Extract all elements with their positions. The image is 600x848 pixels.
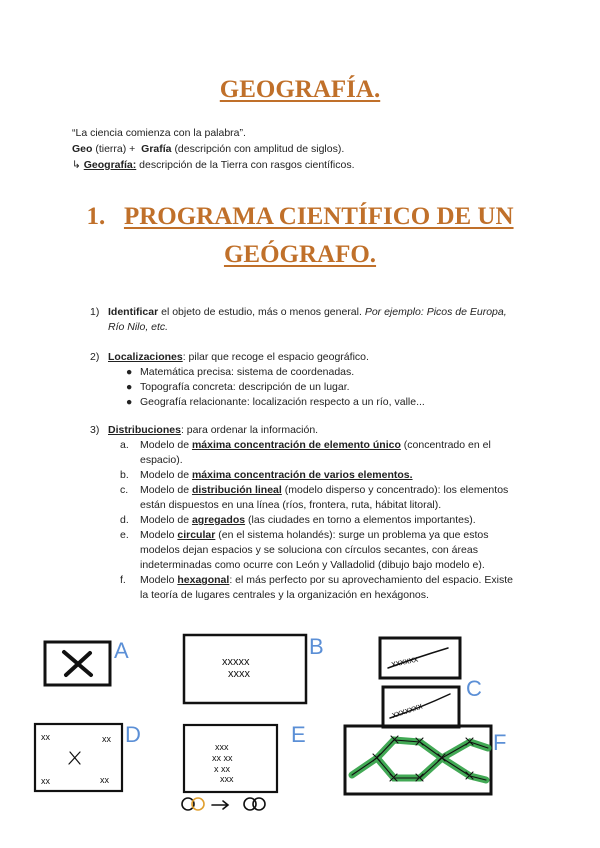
item-text: : pilar que recoge el espacio geográfico.	[182, 351, 369, 363]
list-item-1	[90, 305, 520, 335]
item-number: 1)	[90, 306, 100, 318]
page-title: GEOGRAFÍA.	[219, 76, 381, 103]
item-label: Identificar	[108, 306, 159, 318]
sketch-a	[45, 642, 110, 685]
sub-item-b: b. Modelo de máxima concentración de varios elementos.	[120, 469, 413, 481]
arrow-icon: ↳	[72, 159, 81, 171]
grafia-term: Grafía	[141, 143, 172, 155]
bullet-item: Geografía relacionante: localización respecto a un río, valle...	[140, 396, 425, 408]
svg-text:xxxxx: xxxxx	[222, 656, 250, 668]
geo-term: Geo	[72, 143, 93, 155]
label-e: E	[291, 722, 306, 747]
model-name: hexagonal	[177, 574, 230, 586]
grafia-meaning: (descripción con amplitud de siglos).	[174, 143, 345, 155]
section-title-line-2: GEÓGRAFO.	[223, 241, 377, 268]
label-b: B	[309, 634, 324, 659]
sketch-d	[35, 724, 122, 791]
svg-text:xxx: xxx	[215, 742, 229, 752]
definition-text: descripción de la Tierra con rasgos científicos.	[139, 159, 355, 171]
sub-item-e: e. Modelo circular (en el sistema holandés): surge un problema ya que estos modelos dejan espacios y se soluciona con círculos secantes, con áreas indeterminadas como ocurre con León y Valladolid (dibujo bajo modelo e).	[120, 529, 489, 571]
svg-text:xxxxxx: xxxxxx	[390, 653, 419, 669]
etymology-line	[72, 141, 355, 157]
model-name: agregados	[191, 514, 246, 526]
label-f: F	[493, 730, 507, 755]
geo-meaning: (tierra) +	[95, 143, 136, 155]
item-number: 2)	[90, 351, 100, 363]
svg-text:xxxxxxx: xxxxxxx	[390, 700, 424, 720]
label-c: C	[466, 676, 482, 701]
bullet-item: Topografía concreta: descripción de un lugar.	[140, 381, 350, 393]
definition-line	[72, 157, 355, 173]
svg-text:xx: xx	[41, 776, 50, 786]
model-name: máxima concentración de elemento único	[191, 439, 401, 451]
sketch-b	[184, 635, 306, 703]
item-label: Distribuciones	[108, 424, 181, 436]
sketch-f	[345, 726, 491, 794]
sketch-e	[184, 725, 277, 792]
svg-text:xxxx: xxxx	[228, 668, 250, 680]
sub-item-c: c. Modelo de distribución lineal (modelo disperso y concentrado): los elementos están dispuestos en una línea (ríos, frontera, ruta, hábitat litoral).	[120, 484, 509, 511]
section-number: 1.	[86, 203, 106, 230]
quote: “La ciencia comienza con la palabra”.	[72, 127, 246, 139]
intro-block	[72, 125, 355, 173]
svg-text:xx: xx	[41, 732, 50, 742]
list-item-3	[90, 423, 520, 603]
svg-text:xx: xx	[102, 734, 111, 744]
item-text: el objeto de estudio, más o menos general.	[161, 306, 362, 318]
sketch-c	[380, 638, 460, 727]
model-name: circular	[177, 529, 216, 541]
svg-text:xx: xx	[100, 775, 109, 785]
label-a: A	[114, 638, 129, 663]
sub-item-f: f. Modelo hexagonal: el más perfecto por su aprovechamiento del espacio. Existe la teoría de lugares centrales y la organización en hexágonos.	[120, 574, 513, 601]
item-number: 3)	[90, 424, 100, 436]
sub-item-a: a. Modelo de máxima concentración de elemento único (concentrado en el espacio).	[120, 439, 491, 466]
item-text: : para ordenar la información.	[180, 424, 319, 436]
svg-text:xxx: xxx	[220, 774, 234, 784]
sub-item-d: d. Modelo de agregados (las ciudades en torno a elementos importantes).	[120, 514, 476, 526]
item-label: Localizaciones	[108, 351, 183, 363]
definition-term: Geografía:	[83, 159, 137, 171]
circles-sketch	[182, 798, 265, 810]
model-name: máxima concentración de varios elementos.	[191, 469, 413, 481]
label-d: D	[125, 722, 141, 747]
item-example: Por ejemplo: Picos de Europa, Río Nilo, etc.	[108, 306, 507, 333]
list-item-2: 2) Localizaciones: pilar que recoge el espacio geográfico. ● Matemática precisa: sistema de coordenadas. ● Topografía concreta: descripción de un lugar. ● Geografía relacionante: localización respecto a un río, valle...	[90, 351, 425, 408]
svg-text:x xx: x xx	[214, 764, 231, 774]
section-title-line-1: PROGRAMA CIENTÍFICO DE UN	[123, 203, 514, 230]
model-name: distribución lineal	[191, 484, 282, 496]
model-sketches	[0, 620, 600, 848]
svg-text:xx xx: xx xx	[212, 753, 233, 763]
section-heading	[0, 198, 600, 274]
bullet-item: Matemática precisa: sistema de coordenadas.	[140, 366, 355, 378]
